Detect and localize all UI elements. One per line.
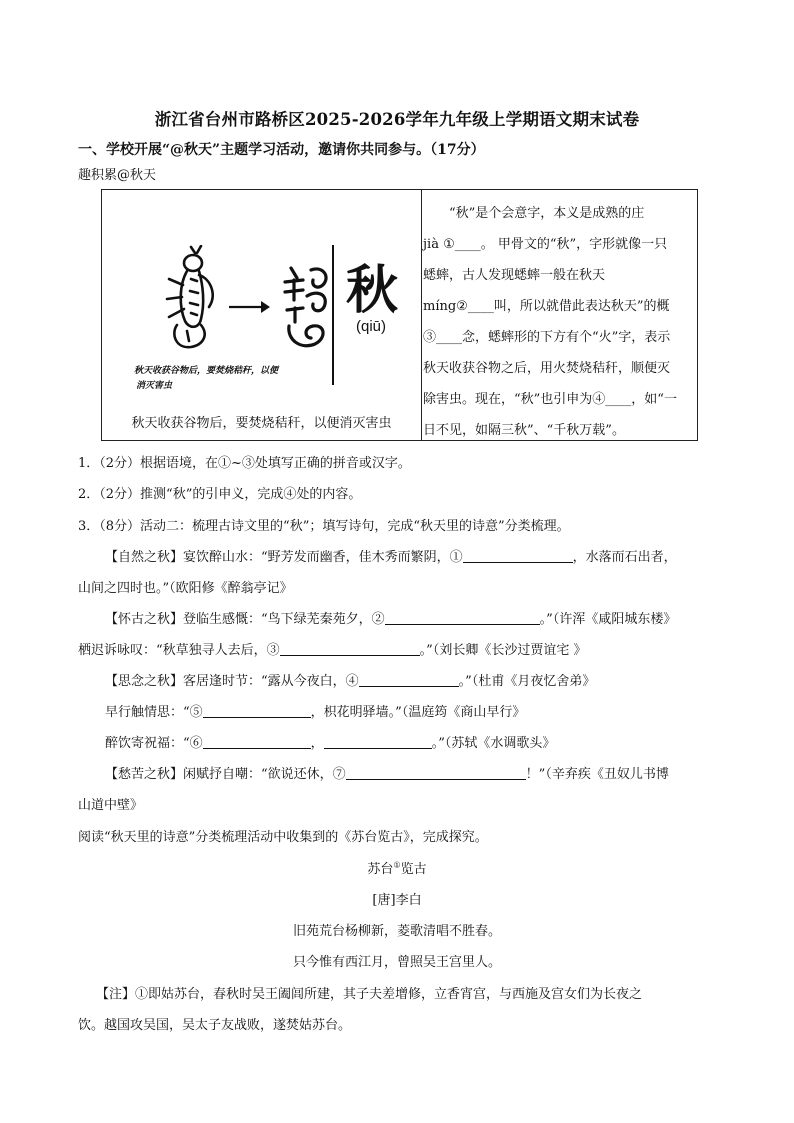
answer-blank-2[interactable] [385,610,540,625]
footnote-line-1: 【注】①即姑苏台，春秋时吴王阖闾所建，其子夫差增修，立香宵宫，与西施及宫女们为长夜之 [96,987,643,1002]
blank-number: ⑦ [332,767,346,782]
poem-text: 。”（刘长卿《长沙过贾谊宅 》 [419,643,587,658]
table-divider [421,190,422,440]
poem-fill-ancient [105,608,676,627]
passage-line: 秋天收获谷物之后，用火焚烧秸秆，顺便灭 [423,361,671,376]
poem-text: ！”（辛弃疾《丑奴儿书博 [525,767,669,782]
modern-character: 秋 [346,260,399,321]
poem-text: ，枳花明驿墙。”（温庭筠《商山早行》 [310,705,526,720]
blank-number: ② [371,612,385,627]
answer-blank-6b[interactable] [324,734,432,749]
blank-number: ④ [345,674,359,689]
pinyin-label: (qiū) [356,318,387,335]
section-heading: 一、学校开展“@秋天”主题学习活动，邀请你共同参与。（17分） [78,142,485,158]
poem-fill-nature-cont: 山间之四时也。”（欧阳修《醉翁亭记》 [78,581,293,596]
poem-line-2: 只今惟有西江月，曾照吴王宫里人。 [292,955,501,970]
subsection-label: 趣积累@秋天 [78,168,157,183]
figure-handwritten-note-line2: 消灭害虫 [136,381,173,391]
footnote-marker: ① [393,860,401,870]
info-table [101,189,698,441]
arrow-icon [227,300,271,314]
passage-line: “秋”是个会意字，本义是成熟的庄 [449,206,645,221]
reading-intro: 阅读“秋天里的诗意”分类梳理活动中收集到的《苏台览古》，完成探究。 [78,830,488,845]
passage-line: 蟋蟀，古人发现蟋蟀一般在秋天 [423,268,606,283]
poem-author: [唐]李白 [372,893,422,908]
footnote-line-2: 饮。越国攻吴国，吴太子友战败，遂焚姑苏台。 [78,1018,352,1033]
blank-number: ① [449,550,463,565]
poem-fill-drunk [105,732,555,751]
figure-caption: 秋天收获谷物后，要焚烧秸秆，以便消灭害虫 [131,416,392,431]
passage-line: ③____念，蟋蟀形的下方有个“火”字，表示 [423,330,671,345]
question-1: 1．（2分）根据语境，在①~③处填写正确的拼音或汉字。 [78,456,411,471]
answer-blank-7[interactable] [346,765,526,780]
poem-text: 。”（苏轼《水调歌头》 [431,736,556,751]
blank-number: ⑤ [189,705,203,720]
poem-text: 【愁苦之秋】闲赋抒自嘲：“欲说还休， [105,767,333,782]
poem-fill-nature [105,546,677,565]
seal-script-glyph [277,260,337,360]
poem-title-text: 苏台 [367,862,394,877]
poem-fill-travel [105,701,525,720]
passage-line: míng②____叫，所以就借此表达秋天”的概 [423,299,670,314]
blank-number: ③ [266,643,280,658]
poem-fill-sorrow [105,763,669,782]
oracle-bone-figure [102,190,421,440]
answer-blank-5[interactable] [203,703,311,718]
poem-title [0,858,794,877]
passage-line: jià ①____。 甲骨文的“秋”，字形就像一只 [423,237,668,252]
passage-line: 日不见，如隔三秋”、“千秋万载”。 [423,423,625,438]
poem-text: 【思念之秋】客居逢时节：“露从今夜白， [105,674,346,689]
poem-line-1: 旧苑荒台杨柳新，菱歌清唱不胜春。 [292,924,501,939]
poem-fill-sorrow-cont: 山道中壁》 [78,798,144,813]
poem-text: 。”（许浑《咸阳城东楼》 [539,612,677,627]
poem-text: 早行触情思：“ [105,705,190,720]
blank-number: ⑥ [189,736,203,751]
poem-title-text: 览古 [400,862,427,877]
figure-divider [332,245,334,385]
figure-handwritten-note-line1: 秋天收获谷物后，要焚烧秸秆，以便 [134,366,279,376]
poem-fill-miss [105,670,595,689]
poem-text: 醉饮寄祝福：“ [105,736,190,751]
answer-blank-1[interactable] [463,548,573,563]
poem-text: 【自然之秋】宴饮醉山水：“野芳发而幽香，佳木秀而繁阴， [105,550,450,565]
cricket-oracle-glyph [157,245,237,355]
poem-text: 【怀古之秋】登临生感慨：“鸟下绿芜秦苑夕， [105,612,372,627]
poem-text: 。”（杜甫《月夜忆舍弟》 [458,674,596,689]
answer-blank-4[interactable] [359,672,459,687]
question-3: 3．（8分）活动二：梳理古诗文里的“秋”；填写诗句，完成“秋天里的诗意”分类梳理。 [78,519,570,534]
answer-blank-6a[interactable] [203,734,311,749]
poem-text: 栖迟诉咏叹：“秋草独寻人去后， [78,643,267,658]
question-2: 2．（2分）推测“秋”的引申义，完成④处的内容。 [78,487,362,502]
poem-text: ，水落而石出者， [572,550,677,565]
passage-line: 除害虫。现在，“秋”也引申为④____，如“一 [423,392,677,407]
poem-text: ， [310,736,324,751]
exam-title: 浙江省台州市路桥区2025-2026学年九年级上学期语文期末试卷 [154,110,640,129]
poem-fill-ancient2 [78,639,586,658]
answer-blank-3[interactable] [280,641,420,656]
